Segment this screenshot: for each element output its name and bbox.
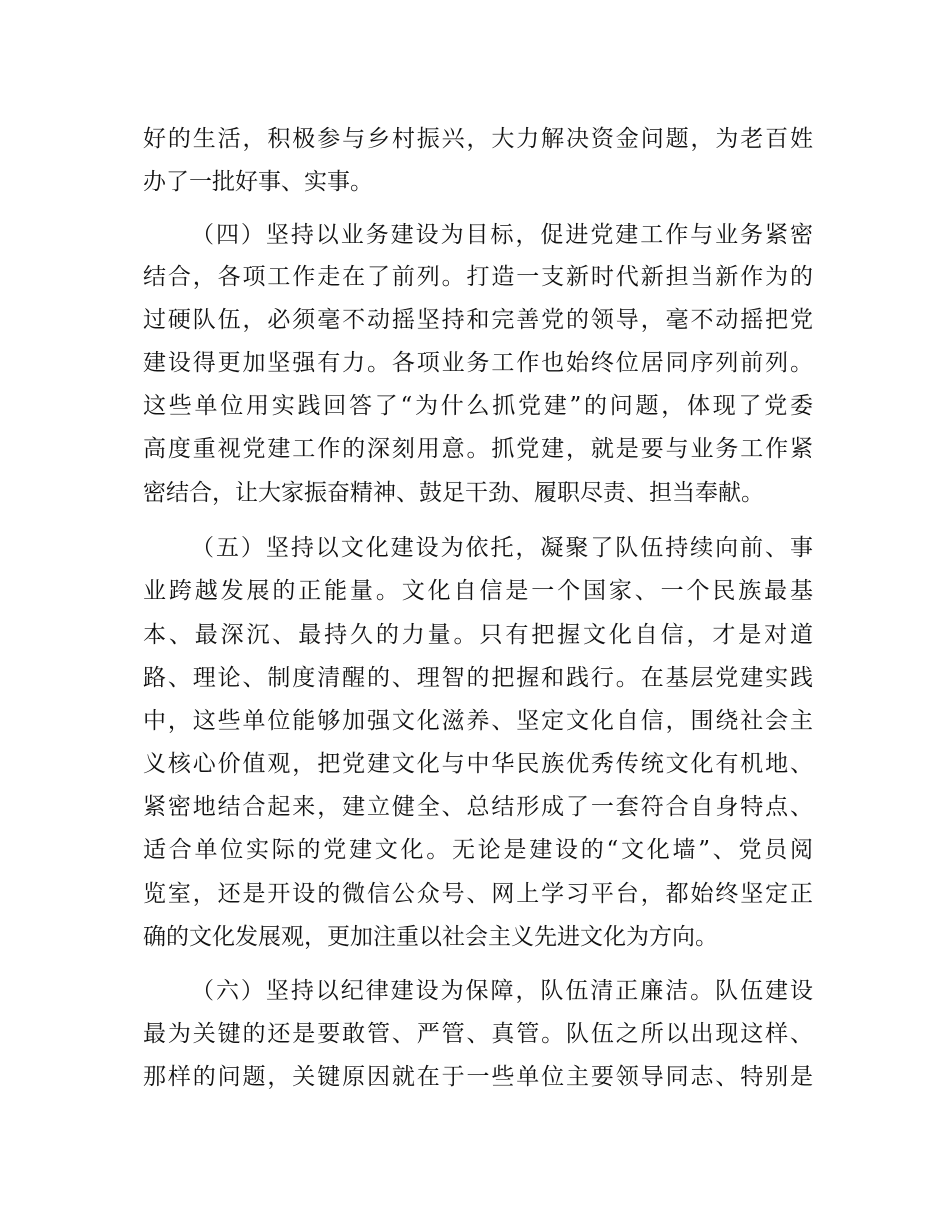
paragraph-1-line-1: 好的生活，积极参与乡村振兴，大力解决资金问题，为老百姓: [143, 126, 813, 152]
paragraph-3-line-6: 义核心价值观，把党建文化与中华民族优秀传统文化有机地、: [143, 751, 813, 777]
paragraph-1-line-2: 办了一批好事、实事。: [143, 169, 373, 195]
paragraph-3-line-2: 业跨越发展的正能量。文化自信是一个国家、一个民族最基: [143, 578, 813, 604]
paragraph-2-line-5: 这些单位用实践回答了“为什么抓党建”的问题，体现了党委: [143, 393, 813, 419]
paragraph-3-line-7: 紧密地结合起来，建立健全、总结形成了一套符合自身特点、: [143, 794, 813, 820]
paragraph-2-line-1: （四）坚持以业务建设为目标，促进党建工作与业务紧密: [191, 222, 813, 248]
paragraph-3-line-5: 中，这些单位能够加强文化滋养、坚定文化自信，围绕社会主: [143, 708, 813, 734]
paragraph-3-line-1: （五）坚持以文化建设为依托，凝聚了队伍持续向前、事: [191, 535, 813, 561]
paragraph-2-line-4: 建设得更加坚强有力。各项业务工作也始终位居同序列前列。: [143, 350, 813, 376]
paragraph-4-line-3: 那样的问题，关键原因就在于一些单位主要领导同志、特别是: [143, 1064, 813, 1090]
paragraph-3-line-3: 本、最深沉、最持久的力量。只有把握文化自信，才是对道: [143, 622, 813, 648]
paragraph-4-line-2: 最为关键的还是要敢管、严管、真管。队伍之所以出现这样、: [143, 1021, 813, 1047]
paragraph-2-line-6: 高度重视党建工作的深刻用意。抓党建，就是要与业务工作紧: [143, 436, 813, 462]
paragraph-3-line-9: 览室，还是开设的微信公众号、网上学习平台，都始终坚定正: [143, 881, 813, 907]
paragraph-3-line-8: 适合单位实际的党建文化。无论是建设的“文化墙”、党员阅: [143, 837, 813, 863]
paragraph-2-line-7: 密结合，让大家振奋精神、鼓足干劲、履职尽责、担当奉献。: [143, 480, 764, 506]
paragraph-3-line-10: 确的文化发展观，更加注重以社会主义先进文化为方向。: [143, 924, 718, 950]
paragraph-2-line-2: 结合，各项工作走在了前列。打造一支新时代新担当新作为的: [143, 264, 813, 290]
paragraph-2-line-3: 过硬队伍，必须毫不动摇坚持和完善党的领导，毫不动摇把党: [143, 307, 813, 333]
paragraph-3-line-4: 路、理论、制度清醒的、理智的把握和践行。在基层党建实践: [143, 665, 813, 691]
paragraph-4-line-1: （六）坚持以纪律建设为保障，队伍清正廉洁。队伍建设: [191, 978, 813, 1004]
